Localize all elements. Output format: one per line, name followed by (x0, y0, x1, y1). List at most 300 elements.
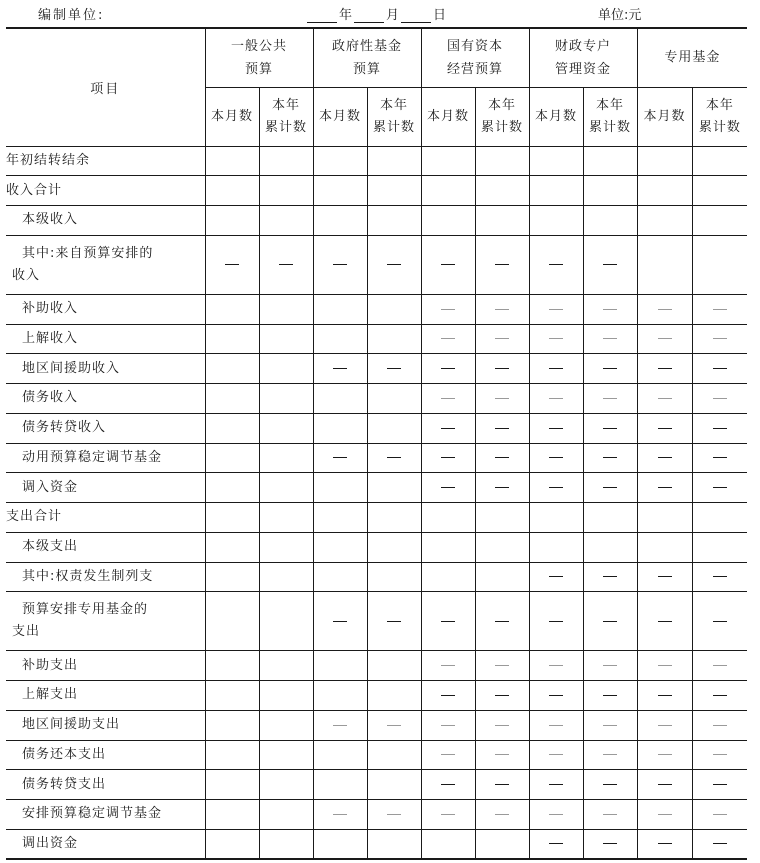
amount-cell[interactable] (205, 206, 259, 236)
amount-cell[interactable] (205, 651, 259, 681)
dash-mark (441, 695, 455, 696)
amount-cell[interactable] (259, 681, 313, 711)
amount-cell[interactable] (367, 562, 421, 592)
row-label: 年初结转结余 (6, 146, 205, 176)
amount-cell[interactable] (637, 503, 692, 533)
amount-cell[interactable] (529, 146, 583, 176)
amount-cell[interactable] (259, 384, 313, 414)
dash-mark (495, 487, 509, 488)
amount-cell[interactable] (205, 324, 259, 354)
table-row (6, 384, 747, 414)
not-applicable-cell (529, 770, 583, 800)
amount-cell[interactable] (637, 532, 692, 562)
amount-cell[interactable] (205, 562, 259, 592)
amount-cell[interactable] (367, 294, 421, 324)
amount-cell[interactable] (692, 146, 747, 176)
amount-cell[interactable] (367, 473, 421, 503)
amount-cell[interactable] (475, 503, 529, 533)
not-applicable-cell (421, 770, 475, 800)
not-applicable-cell (692, 800, 747, 830)
dash-mark (658, 665, 672, 666)
not-applicable-cell (637, 829, 692, 859)
dash-mark (713, 428, 727, 429)
not-applicable-cell (259, 235, 313, 294)
not-applicable-cell (583, 740, 637, 770)
not-applicable-cell (421, 294, 475, 324)
year-blank[interactable] (307, 10, 337, 23)
not-applicable-cell (692, 740, 747, 770)
dash-mark (603, 457, 617, 458)
row-label: 地区间援助收入 (6, 354, 205, 384)
not-applicable-cell (583, 592, 637, 651)
ytd-amount-header: 本年 累计数 (475, 87, 529, 146)
dash-mark (658, 843, 672, 844)
dash-mark (713, 843, 727, 844)
amount-cell[interactable] (421, 176, 475, 206)
amount-cell[interactable] (313, 503, 367, 533)
dash-mark (387, 368, 401, 369)
amount-cell[interactable] (259, 710, 313, 740)
dash-mark (658, 621, 672, 622)
amount-cell[interactable] (259, 592, 313, 651)
row-label: 其中:权责发生制列支 (6, 562, 205, 592)
not-applicable-cell (583, 651, 637, 681)
dash-mark (495, 428, 509, 429)
not-applicable-cell (421, 473, 475, 503)
row-label: 动用预算稳定调节基金 (6, 443, 205, 473)
amount-cell[interactable] (367, 681, 421, 711)
amount-cell[interactable] (205, 443, 259, 473)
table-row (6, 354, 747, 384)
amount-cell[interactable] (637, 146, 692, 176)
not-applicable-cell (529, 651, 583, 681)
dash-mark (333, 621, 347, 622)
dash-mark (603, 309, 617, 310)
amount-cell[interactable] (367, 829, 421, 859)
dash-mark (333, 457, 347, 458)
gov-fund-budget-header: 政府性基金 预算 (313, 28, 421, 87)
amount-cell[interactable] (421, 562, 475, 592)
dash-mark (495, 725, 509, 726)
not-applicable-cell (475, 235, 529, 294)
dash-mark (441, 487, 455, 488)
dash-mark (495, 754, 509, 755)
table-row (6, 740, 747, 770)
dash-mark (387, 264, 401, 265)
amount-cell[interactable] (583, 146, 637, 176)
amount-cell[interactable] (313, 413, 367, 443)
amount-cell[interactable] (475, 829, 529, 859)
not-applicable-cell (692, 592, 747, 651)
amount-cell[interactable] (475, 176, 529, 206)
amount-cell[interactable] (205, 770, 259, 800)
dash-mark (658, 338, 672, 339)
amount-cell[interactable] (692, 176, 747, 206)
amount-cell[interactable] (529, 206, 583, 236)
amount-cell[interactable] (637, 235, 692, 294)
dash-mark (549, 725, 563, 726)
amount-cell[interactable] (205, 829, 259, 859)
not-applicable-cell (529, 294, 583, 324)
dash-mark (713, 309, 727, 310)
amount-cell[interactable] (205, 503, 259, 533)
dash-mark (225, 264, 239, 265)
amount-cell[interactable] (259, 562, 313, 592)
amount-cell[interactable] (313, 532, 367, 562)
row-label: 收入合计 (6, 176, 205, 206)
dash-mark (713, 487, 727, 488)
dash-mark (658, 814, 672, 815)
special-fund-header: 专用基金 (637, 28, 747, 87)
not-applicable-cell (692, 651, 747, 681)
amount-cell[interactable] (367, 770, 421, 800)
amount-cell[interactable] (313, 384, 367, 414)
row-label: 补助支出 (6, 651, 205, 681)
table-row (6, 770, 747, 800)
amount-cell[interactable] (421, 206, 475, 236)
dash-mark (549, 814, 563, 815)
not-applicable-cell (475, 384, 529, 414)
amount-cell[interactable] (367, 740, 421, 770)
not-applicable-cell (475, 770, 529, 800)
month-amount-header: 本月数 (421, 87, 475, 146)
not-applicable-cell (529, 829, 583, 859)
amount-cell[interactable] (205, 294, 259, 324)
not-applicable-cell (583, 384, 637, 414)
amount-cell[interactable] (259, 829, 313, 859)
amount-cell[interactable] (529, 503, 583, 533)
dash-mark (549, 576, 563, 577)
dash-mark (441, 398, 455, 399)
dash-mark (658, 368, 672, 369)
not-applicable-cell (583, 235, 637, 294)
dash-mark (549, 398, 563, 399)
not-applicable-cell (475, 413, 529, 443)
amount-cell[interactable] (421, 503, 475, 533)
amount-cell[interactable] (692, 532, 747, 562)
amount-cell[interactable] (313, 651, 367, 681)
general-budget-header: 一般公共 预算 (205, 28, 313, 87)
amount-cell[interactable] (367, 532, 421, 562)
report-header (0, 0, 760, 26)
not-applicable-cell (475, 651, 529, 681)
dash-mark (658, 754, 672, 755)
dash-mark (603, 814, 617, 815)
amount-cell[interactable] (313, 770, 367, 800)
dash-mark (549, 309, 563, 310)
amount-cell[interactable] (475, 206, 529, 236)
amount-cell[interactable] (205, 681, 259, 711)
amount-cell[interactable] (583, 206, 637, 236)
row-label: 债务收入 (6, 384, 205, 414)
not-applicable-cell (637, 770, 692, 800)
dash-mark (603, 576, 617, 577)
amount-cell[interactable] (692, 206, 747, 236)
amount-cell[interactable] (259, 532, 313, 562)
not-applicable-cell (637, 413, 692, 443)
month-blank[interactable] (354, 10, 384, 23)
amount-cell[interactable] (421, 146, 475, 176)
dash-mark (713, 784, 727, 785)
amount-cell[interactable] (529, 176, 583, 206)
dash-mark (495, 695, 509, 696)
dash-mark (441, 814, 455, 815)
not-applicable-cell (367, 592, 421, 651)
dash-mark (333, 725, 347, 726)
budget-statement-table (6, 27, 747, 860)
amount-cell[interactable] (205, 473, 259, 503)
amount-cell[interactable] (313, 681, 367, 711)
amount-cell[interactable] (259, 176, 313, 206)
amount-cell[interactable] (259, 800, 313, 830)
amount-cell[interactable] (259, 324, 313, 354)
not-applicable-cell (583, 710, 637, 740)
state-capital-budget-header: 国有资本 经营预算 (421, 28, 529, 87)
not-applicable-cell (529, 592, 583, 651)
amount-cell[interactable] (692, 235, 747, 294)
amount-cell[interactable] (637, 206, 692, 236)
amount-cell[interactable] (259, 206, 313, 236)
amount-cell[interactable] (259, 473, 313, 503)
not-applicable-cell (583, 800, 637, 830)
dash-mark (603, 487, 617, 488)
not-applicable-cell (583, 413, 637, 443)
dash-mark (441, 428, 455, 429)
amount-cell[interactable] (475, 562, 529, 592)
dash-mark (279, 264, 293, 265)
dash-mark (549, 368, 563, 369)
not-applicable-cell (421, 592, 475, 651)
dash-mark (549, 338, 563, 339)
amount-cell[interactable] (313, 206, 367, 236)
amount-cell[interactable] (583, 532, 637, 562)
not-applicable-cell (421, 384, 475, 414)
not-applicable-cell (692, 324, 747, 354)
dash-mark (658, 487, 672, 488)
not-applicable-cell (529, 473, 583, 503)
not-applicable-cell (529, 800, 583, 830)
amount-cell[interactable] (205, 800, 259, 830)
amount-cell[interactable] (583, 176, 637, 206)
amount-cell[interactable] (259, 294, 313, 324)
not-applicable-cell (475, 354, 529, 384)
dash-mark (658, 576, 672, 577)
dash-mark (603, 338, 617, 339)
dash-mark (441, 621, 455, 622)
dash-mark (495, 784, 509, 785)
amount-cell[interactable] (475, 532, 529, 562)
not-applicable-cell (367, 800, 421, 830)
not-applicable-cell (692, 770, 747, 800)
amount-cell[interactable] (367, 206, 421, 236)
not-applicable-cell (421, 710, 475, 740)
not-applicable-cell (421, 413, 475, 443)
month-amount-header: 本月数 (205, 87, 259, 146)
table-row (6, 235, 747, 294)
dash-mark (603, 665, 617, 666)
not-applicable-cell (637, 562, 692, 592)
amount-cell[interactable] (313, 740, 367, 770)
table-row (6, 651, 747, 681)
dash-mark (549, 843, 563, 844)
dash-mark (495, 338, 509, 339)
dash-mark (603, 621, 617, 622)
amount-cell[interactable] (205, 532, 259, 562)
not-applicable-cell (367, 710, 421, 740)
not-applicable-cell (529, 740, 583, 770)
amount-cell[interactable] (205, 413, 259, 443)
not-applicable-cell (637, 354, 692, 384)
not-applicable-cell (367, 235, 421, 294)
not-applicable-cell (637, 384, 692, 414)
dash-mark (549, 487, 563, 488)
not-applicable-cell (367, 354, 421, 384)
day-label: 日 (433, 8, 447, 23)
amount-cell[interactable] (205, 384, 259, 414)
amount-cell[interactable] (421, 829, 475, 859)
row-label: 本级收入 (6, 206, 205, 236)
report-date (307, 4, 448, 23)
row-label: 债务转贷收入 (6, 413, 205, 443)
dash-mark (441, 725, 455, 726)
not-applicable-cell (475, 294, 529, 324)
not-applicable-cell (475, 740, 529, 770)
amount-cell[interactable] (259, 443, 313, 473)
amount-cell[interactable] (421, 532, 475, 562)
amount-cell[interactable] (259, 503, 313, 533)
amount-cell[interactable] (313, 176, 367, 206)
row-label: 补助收入 (6, 294, 205, 324)
not-applicable-cell (421, 800, 475, 830)
amount-cell[interactable] (313, 324, 367, 354)
amount-cell[interactable] (259, 740, 313, 770)
dash-mark (713, 457, 727, 458)
day-blank[interactable] (401, 10, 431, 23)
amount-cell[interactable] (259, 354, 313, 384)
table-row (6, 413, 747, 443)
amount-cell[interactable] (475, 146, 529, 176)
dash-mark (441, 338, 455, 339)
dash-mark (603, 784, 617, 785)
amount-cell[interactable] (259, 770, 313, 800)
not-applicable-cell (583, 354, 637, 384)
amount-cell[interactable] (367, 651, 421, 681)
not-applicable-cell (529, 384, 583, 414)
month-amount-header: 本月数 (313, 87, 367, 146)
table-row (6, 829, 747, 859)
row-label: 预算安排专用基金的 支出 (6, 592, 205, 651)
table-row (6, 473, 747, 503)
row-label: 地区间援助支出 (6, 710, 205, 740)
dash-mark (603, 754, 617, 755)
not-applicable-cell (421, 235, 475, 294)
row-label: 安排预算稳定调节基金 (6, 800, 205, 830)
amount-cell[interactable] (205, 354, 259, 384)
dash-mark (495, 398, 509, 399)
special-account-header: 财政专户 管理资金 (529, 28, 637, 87)
amount-cell[interactable] (692, 503, 747, 533)
dash-mark (603, 695, 617, 696)
amount-cell[interactable] (313, 146, 367, 176)
not-applicable-cell (692, 413, 747, 443)
amount-cell[interactable] (313, 473, 367, 503)
not-applicable-cell (475, 324, 529, 354)
dash-mark (549, 665, 563, 666)
dash-mark (603, 398, 617, 399)
amount-cell[interactable] (367, 503, 421, 533)
amount-cell[interactable] (367, 384, 421, 414)
not-applicable-cell (475, 710, 529, 740)
not-applicable-cell (583, 562, 637, 592)
not-applicable-cell (421, 324, 475, 354)
amount-cell[interactable] (529, 532, 583, 562)
dash-mark (387, 814, 401, 815)
preparing-unit-label: 编制单位: (38, 8, 105, 23)
amount-cell[interactable] (259, 651, 313, 681)
dash-mark (713, 338, 727, 339)
amount-cell[interactable] (205, 146, 259, 176)
amount-cell[interactable] (637, 176, 692, 206)
row-label: 债务转贷支出 (6, 770, 205, 800)
dash-mark (713, 576, 727, 577)
table-row (6, 681, 747, 711)
dash-mark (495, 264, 509, 265)
not-applicable-cell (529, 443, 583, 473)
amount-cell[interactable] (205, 176, 259, 206)
amount-cell[interactable] (367, 324, 421, 354)
amount-cell[interactable] (205, 740, 259, 770)
not-applicable-cell (421, 651, 475, 681)
amount-cell[interactable] (583, 503, 637, 533)
ytd-amount-header: 本年 累计数 (259, 87, 313, 146)
not-applicable-cell (367, 443, 421, 473)
year-label: 年 (339, 8, 353, 23)
table-row (6, 176, 747, 206)
table-row (6, 146, 747, 176)
amount-cell[interactable] (205, 710, 259, 740)
dash-mark (713, 368, 727, 369)
table-row (6, 710, 747, 740)
amount-cell[interactable] (259, 146, 313, 176)
amount-cell[interactable] (259, 413, 313, 443)
dash-mark (441, 368, 455, 369)
row-label: 债务还本支出 (6, 740, 205, 770)
amount-cell[interactable] (367, 413, 421, 443)
amount-cell[interactable] (367, 176, 421, 206)
dash-mark (603, 843, 617, 844)
amount-cell[interactable] (367, 146, 421, 176)
ytd-amount-header: 本年 累计数 (692, 87, 747, 146)
dash-mark (387, 725, 401, 726)
not-applicable-cell (475, 681, 529, 711)
not-applicable-cell (637, 443, 692, 473)
table-row (6, 503, 747, 533)
amount-cell[interactable] (313, 294, 367, 324)
dash-mark (387, 621, 401, 622)
dash-mark (441, 784, 455, 785)
amount-cell[interactable] (313, 562, 367, 592)
dash-mark (441, 457, 455, 458)
amount-cell[interactable] (313, 829, 367, 859)
not-applicable-cell (637, 592, 692, 651)
not-applicable-cell (637, 740, 692, 770)
dash-mark (549, 784, 563, 785)
ytd-amount-header: 本年 累计数 (583, 87, 637, 146)
table-row (6, 443, 747, 473)
dash-mark (495, 368, 509, 369)
amount-cell[interactable] (205, 592, 259, 651)
not-applicable-cell (313, 800, 367, 830)
